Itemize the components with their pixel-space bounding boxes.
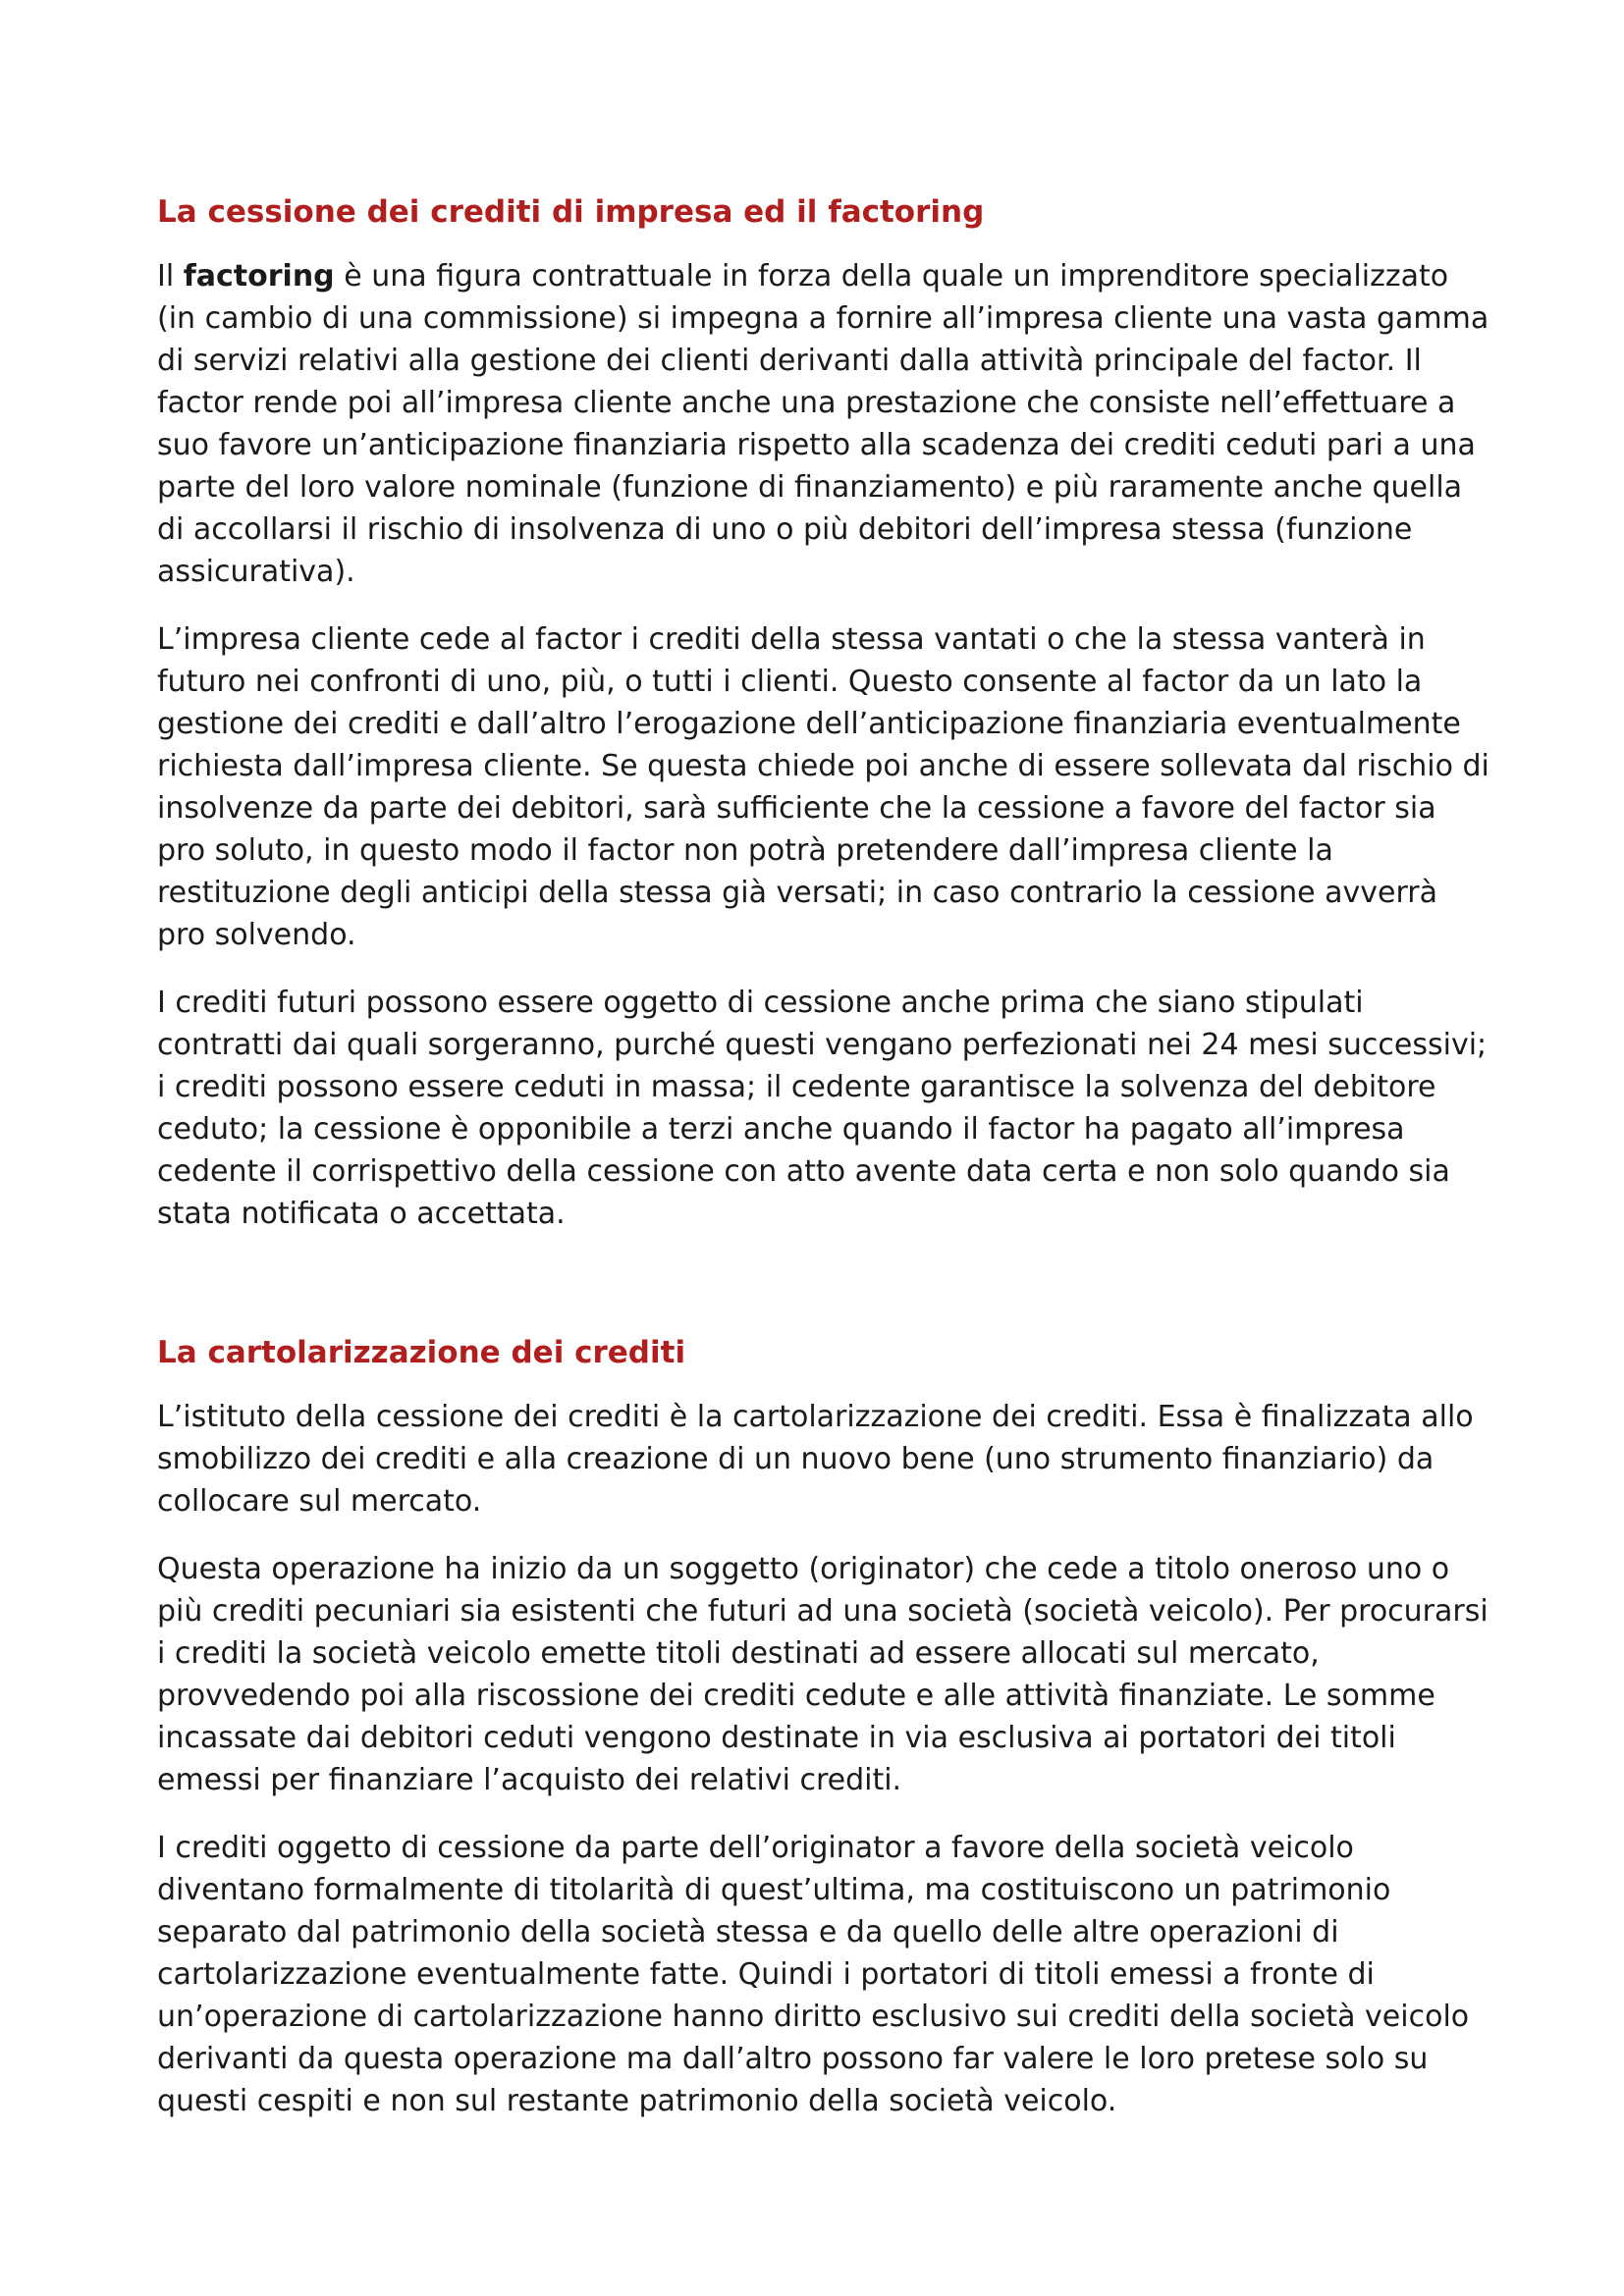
paragraph-securitization-process: Questa operazione ha inizio da un soggetto (originator) che cede a titolo oneroso uno o più crediti pecuniari sia esistenti che futuri ad una società (società veicolo). Per procurarsi i crediti la società veicolo emette titoli destinati ad essere allocati sul mercato, provvedendo poi alla riscossione dei crediti cedute e alle attività finanziate. Le somme incassate dai debitori ceduti vengono destinate in via esclusiva ai portatori dei titoli emessi per finanziare l’acquisto dei relativi crediti. <box>157 1552 1489 1797</box>
paragraph-factoring-cession: L’impresa cliente cede al factor i crediti della stessa vantati o che la stessa vanterà in futuro nei confronti di uno, più, o tutti i clienti. Questo consente al factor da un lato la gestione dei crediti e dall’altro l’erogazione dell’anticipazione finanziaria eventualmente richiesta dall’impresa cliente. Se questa chiede poi anche di essere sollevata dal rischio di insolvenze da parte dei debitori, sarà sufficiente che la cessione a favore del factor sia pro soluto, in questo modo il factor non potrà pretendere dall’impresa cliente la restituzione degli anticipi della stessa già versati; in caso contrario la cessione avverrà pro solvendo. <box>157 622 1489 952</box>
paragraph-factoring-definition <box>157 255 1492 593</box>
paragraph-securitization-assets: I crediti oggetto di cessione da parte dell’originator a favore della società veicolo diventano formalmente di titolarità di quest’ultima, ma costituiscono un patrimonio separato dal patrimonio della società stessa e da quello delle altre operazioni di cartolarizzazione eventualmente fatte. Quindi i portatori di titoli emessi a fronte di un’operazione di cartolarizzazione hanno diritto esclusivo sui crediti della società veicolo derivanti da questa operazione ma dall’altro possono far valere le loro pretese solo su questi cespiti e non sul restante patrimonio della società veicolo. <box>157 1831 1470 2118</box>
paragraph-future-credits: I crediti futuri possono essere oggetto di cessione anche prima che siano stipulati contratti dai quali sorgeranno, purché questi vengano perfezionati nei 24 mesi successivi; i crediti possono essere ceduti in massa; il cedente garantisce la solvenza del debitore ceduto; la cessione è opponibile a terzi anche quando il factor ha pagato all’impresa cedente il corrispettivo della cessione con atto avente data certa e non solo quando sia stata notificata o accettata. <box>157 986 1488 1231</box>
section-heading-factoring: La cessione dei crediti di impresa ed il factoring <box>157 194 985 230</box>
paragraph-lead: Il <box>157 259 184 294</box>
section-heading-securitization: La cartolarizzazione dei crediti <box>157 1335 686 1370</box>
paragraph-rest: è una figura contrattuale in forza della quale un imprenditore specializzato (in cambio di una commissione) si impegna a fornire all’impresa cliente una vasta gamma di servizi relativi alla gestione dei clienti derivanti dalla attività principale del factor. Il factor rende poi all’impresa cliente anche una prestazione che consiste nell’effettuare a suo favore un’anticipazione finanziaria rispetto alla scadenza dei crediti ceduti pari a una parte del loro valore nominale (funzione di finanziamento) e più raramente anche quella di accollarsi il rischio di insolvenza di uno o più debitori dell’impresa stessa (funzione assicurativa). <box>157 259 1489 589</box>
paragraph-securitization-intro: L’istituto della cessione dei crediti è la cartolarizzazione dei crediti. Essa è finalizzata allo smobilizzo dei crediti e alla creazione di un nuovo bene (uno strumento finanziario) da collocare sul mercato. <box>157 1400 1474 1519</box>
document-page <box>157 177 1492 2148</box>
bold-term-factoring: factoring <box>183 259 335 294</box>
